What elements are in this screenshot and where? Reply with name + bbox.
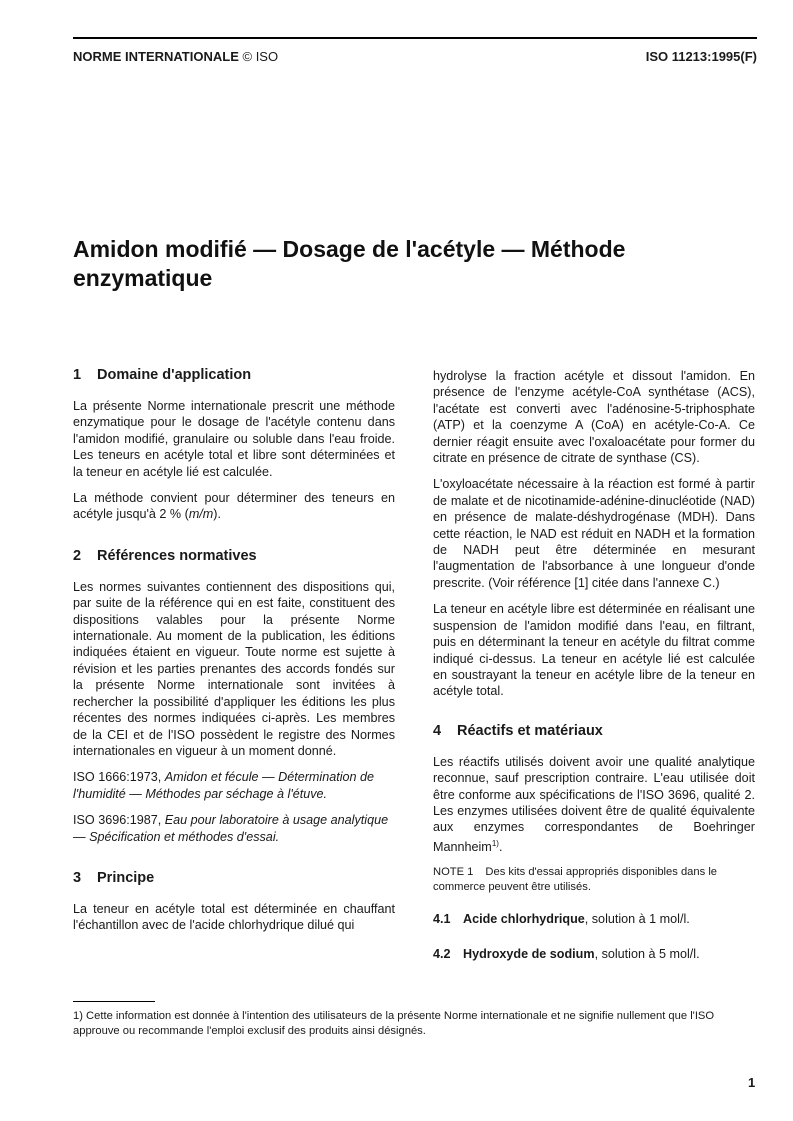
ref2-code: ISO 3696:1987, — [73, 813, 162, 828]
s1-p2-text: La méthode convient pour déterminer des teneurs en acétyle jusqu'à 2 % ( — [73, 491, 395, 522]
section-1-paragraph-2 — [73, 490, 395, 523]
s1-p2-end: ). — [213, 507, 221, 522]
section-4-heading — [433, 722, 755, 740]
footnote: 1) Cette information est donnée à l'intention des utilisateurs de la présente Norme internationale et ne signifie nullement que l'ISO approuve ou recommande l'emploi exclusif des produits ainsi désignés. — [73, 1010, 715, 1038]
section-3-number: 3 — [73, 869, 82, 886]
section-3-paragraph-1-continued: hydrolyse la fraction acétyle et dissout l'amidon. En présence de l'enzyme acétyle-CoA synthétase (ACS), l'acétate est converti avec l'adénosine-5-triphosphate (ATP) et la coenzyme A (CoA) en acétyle-Co-A. Ce dernier réagit ensuite avec l'oxaloacétate pour former du citrate en présence de citrate de synthase (CS). — [433, 369, 755, 466]
right-column — [433, 368, 755, 980]
left-column — [73, 366, 395, 944]
footnote-marker: 1) — [491, 838, 499, 848]
header-copyright: © ISO — [242, 49, 279, 64]
s4-p1-text: Les réactifs utilisés doivent avoir une qualité analytique reconnue, sauf prescription contraire. L'eau utilisée doit être conforme aux spécifications de l'ISO 3696, qualité 2. Les enzymes utilisées doivent être de qualité équivalente aux enzymes correspondantes de Boehringer Mannheim — [433, 754, 755, 854]
section-2 — [73, 547, 395, 845]
item-4-1-name: Acide chlorhydrique — [463, 912, 585, 927]
section-2-heading — [73, 547, 395, 565]
header-standard-number: ISO 11213:1995(F) — [645, 49, 757, 64]
section-3-paragraph-2: L'oxyloacétate nécessaire à la réaction est formé à partir de malate et de nicotinamide-adénine-dinucléotide (NAD) en présence de malate-déshydrogénase (MDH). Dans cette réaction, le NAD est réduit en NADH et la formation de NADH peut être déterminée en mesurant l'augmentation de l'absorbance à une longueur d'onde prescrite. (Voir référence [1] citée dans l'annexe C.) — [433, 477, 755, 590]
section-3-paragraph-3: La teneur en acétyle libre est déterminée en réalisant une suspension de l'amidon modifié dans l'eau, en filtrant, puis en déterminant la teneur en acétyle du filtrat comme indiqué ci-dessus. La teneur en acétyle lié est calculée en soustrayant la teneur en acétyle libre de la teneur en acétyle total. — [433, 602, 755, 699]
item-4-1-desc: , solution à 1 mol/l. — [584, 912, 690, 927]
reference-iso-1666 — [73, 769, 395, 802]
footnote-rule — [73, 1001, 155, 1002]
header-rule — [73, 37, 757, 39]
s4-p1-end: . — [498, 839, 503, 854]
item-4-2-name: Hydroxyde de sodium — [463, 946, 595, 961]
ref2-title: Eau pour laboratoire à usage analytique — Spécification et méthodes d'essai. — [73, 813, 389, 844]
item-4-2-number: 4.2 — [433, 946, 451, 961]
section-4-paragraph-1 — [433, 754, 755, 856]
page-number: 1 — [748, 1075, 756, 1090]
item-4-2 — [433, 946, 755, 962]
section-3-heading — [73, 869, 395, 887]
page-header — [73, 49, 757, 64]
section-2-number: 2 — [73, 547, 82, 564]
section-2-title: Références normatives — [97, 547, 257, 564]
section-1-paragraph-1: La présente Norme internationale prescrit une méthode enzymatique pour le dosage de l'acétyle contenu dans l'amidon modifié, granulaire ou soluble dans l'eau froide. Les teneurs en acétyle total et libre sont déterminées et la teneur en acétyle lié est calculée. — [73, 399, 395, 479]
ref1-code: ISO 1666:1973, — [73, 770, 162, 785]
section-3 — [73, 869, 395, 934]
item-4-1 — [433, 911, 755, 927]
section-2-paragraph-1: Les normes suivantes contiennent des dispositions qui, par suite de la référence qui en est faite, constituent des dispositions valables pour la présente Norme internationale. Au moment de la publication, les éditions indiquées étaient en vigueur. Toute norme est sujette à révision et les parties prenantes des accords fondés sur la présente Norme internationale sont invitées à rechercher la possibilité d'appliquer les éditions les plus récentes des normes indiquées ci-après. Les membres de la CEI et de l'ISO possèdent le registre des Normes internationales en vigueur à un moment donné. — [73, 579, 395, 758]
title-line-2: enzymatique — [73, 265, 213, 291]
section-1-title: Domaine d'application — [97, 367, 252, 383]
reference-iso-3696 — [73, 812, 395, 845]
item-4-2-desc: , solution à 5 mol/l. — [594, 946, 700, 961]
note-1 — [433, 865, 755, 895]
section-1-number: 1 — [73, 367, 82, 383]
section-4-title: Réactifs et matériaux — [457, 722, 603, 739]
ref1-title: Amidon et fécule — Détermination de l'humidité — Méthodes par séchage à l'étuve. — [73, 770, 375, 801]
note-text: Des kits d'essai appropriés disponibles dans le commerce peuvent être utilisés. — [433, 866, 718, 894]
header-left — [73, 49, 278, 64]
section-3-title: Principe — [97, 869, 155, 886]
title-line-1: Amidon modifié — Dosage de l'acétyle — Méthode — [73, 236, 626, 262]
item-4-1-number: 4.1 — [433, 912, 451, 927]
section-4 — [433, 722, 755, 962]
note-label: NOTE 1 — [433, 866, 474, 879]
section-4-number: 4 — [433, 722, 442, 739]
header-standard-type: NORME INTERNATIONALE — [73, 49, 239, 64]
section-3-paragraph-1: La teneur en acétyle total est déterminée en chauffant l'échantillon avec de l'acide chlorhydrique dilué qui — [73, 901, 395, 933]
s1-p2-unit: m/m — [188, 507, 214, 522]
document-title — [73, 235, 733, 293]
section-1-heading — [73, 366, 395, 384]
